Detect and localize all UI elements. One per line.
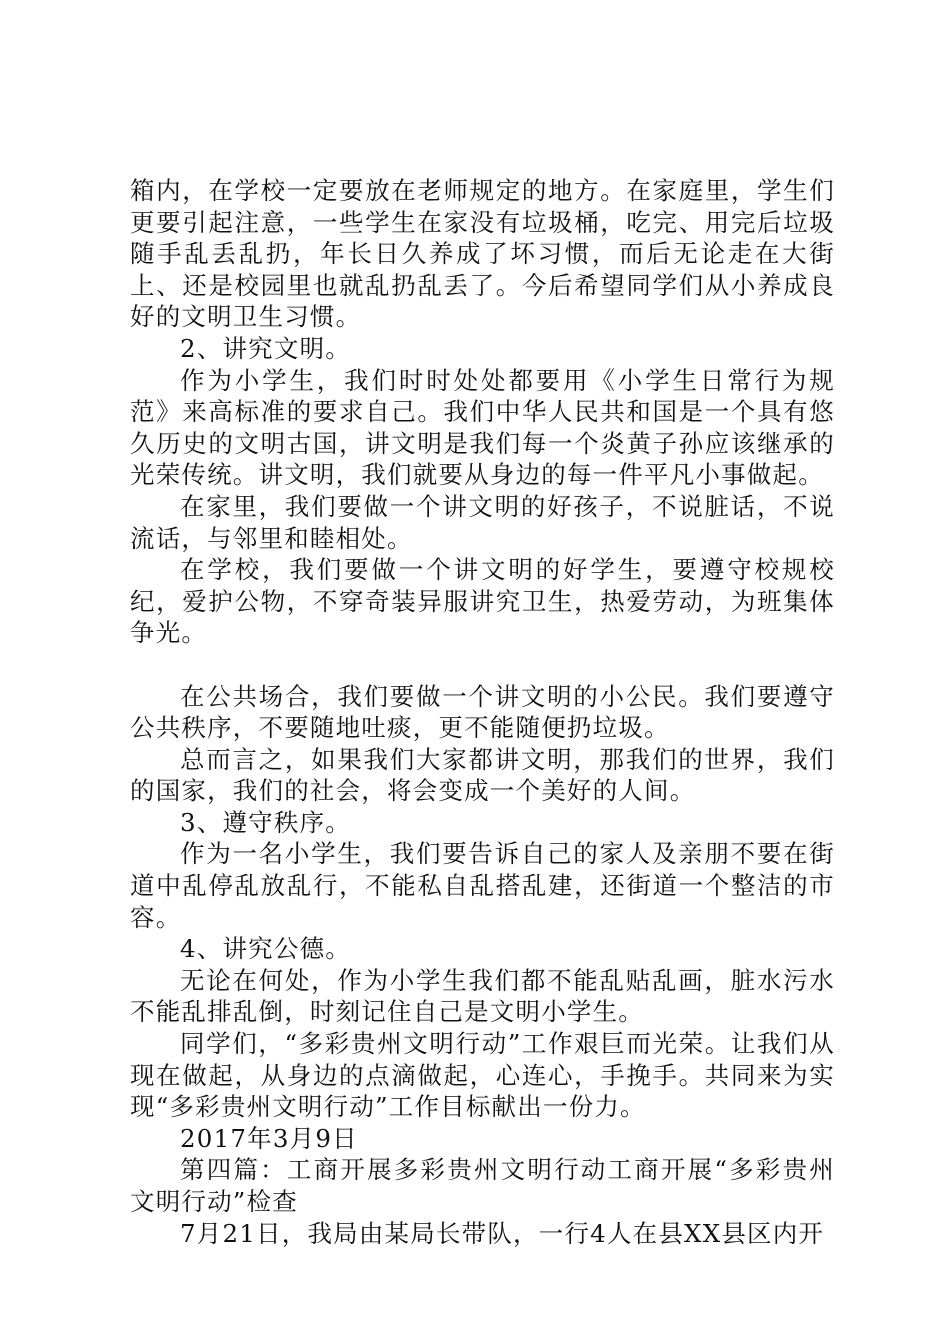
section-heading-order: 3、遵守秩序。: [180, 807, 351, 837]
paragraph-waste-habits: 箱内，在学校一定要放在老师规定的地方。在家庭里，学生们更要引起注意，一些学生在家没有垃圾桶，吃完、用完后垃圾随手乱丢乱扔，年长日久养成了坏习惯，而后无论走在大街上、还是校园里也就乱扔乱丢了。今后希望同学们从小养成良好的文明卫生习惯。: [130, 176, 835, 332]
paragraph-no-graffiti: 无论在何处，作为小学生我们都不能乱贴乱画，脏水污水不能乱排乱倒，时刻记住自己是文明小学生。: [130, 965, 835, 1027]
chapter-title-part-four: 第四篇：工商开展多彩贵州文明行动工商开展“多彩贵州文明行动”检查: [130, 1155, 835, 1216]
paragraph-call-to-action: 同学们，“多彩贵州文明行动”工作艰巨而光荣。让我们从现在做起，从身边的点滴做起，心连心，手挽手。共同来为实现“多彩贵州文明行动”工作目标献出一份力。: [130, 1029, 835, 1122]
paragraph-street-order: 作为一名小学生，我们要告诉自己的家人及亲朋不要在街道中乱停乱放乱行，不能私自乱搭乱建，还街道一个整洁的市容。: [130, 839, 835, 932]
paragraph-inspection-start: 7月21日，我局由某局长带队，一行4人在县XX县区内开: [180, 1218, 825, 1248]
paragraph-at-school: 在学校，我们要做一个讲文明的好学生，要遵守校规校纪，爱护公物，不穿奇装异服讲究卫生，热爱劳动，为班集体争光。: [130, 555, 835, 648]
section-heading-civility: 2、讲究文明。: [180, 333, 351, 363]
paragraph-summary: 总而言之，如果我们大家都讲文明，那我们的世界，我们的国家，我们的社会，将会变成一个美好的人间。: [130, 744, 835, 806]
section-heading-ethics: 4、讲究公德。: [180, 934, 351, 964]
document-body: [130, 175, 835, 1249]
paragraph-student-standards: 作为小学生，我们时时处处都要用《小学生日常行为规范》来高标准的要求自己。我们中华人民共和国是一个具有悠久历史的文明古国，讲文明是我们每一个炎黄子孙应该继承的光荣传统。讲文明，我们就要从身边的每一件平凡小事做起。: [130, 365, 835, 490]
document-date: 2017年3月9日: [180, 1123, 358, 1153]
paragraph-gap: [130, 649, 835, 681]
paragraph-public-places: 在公共场合，我们要做一个讲文明的小公民。我们要遵守公共秩序，不要随地吐痰，更不能随便扔垃圾。: [130, 681, 835, 743]
paragraph-at-home: 在家里，我们要做一个讲文明的好孩子，不说脏话，不说流话，与邻里和睦相处。: [130, 491, 835, 553]
